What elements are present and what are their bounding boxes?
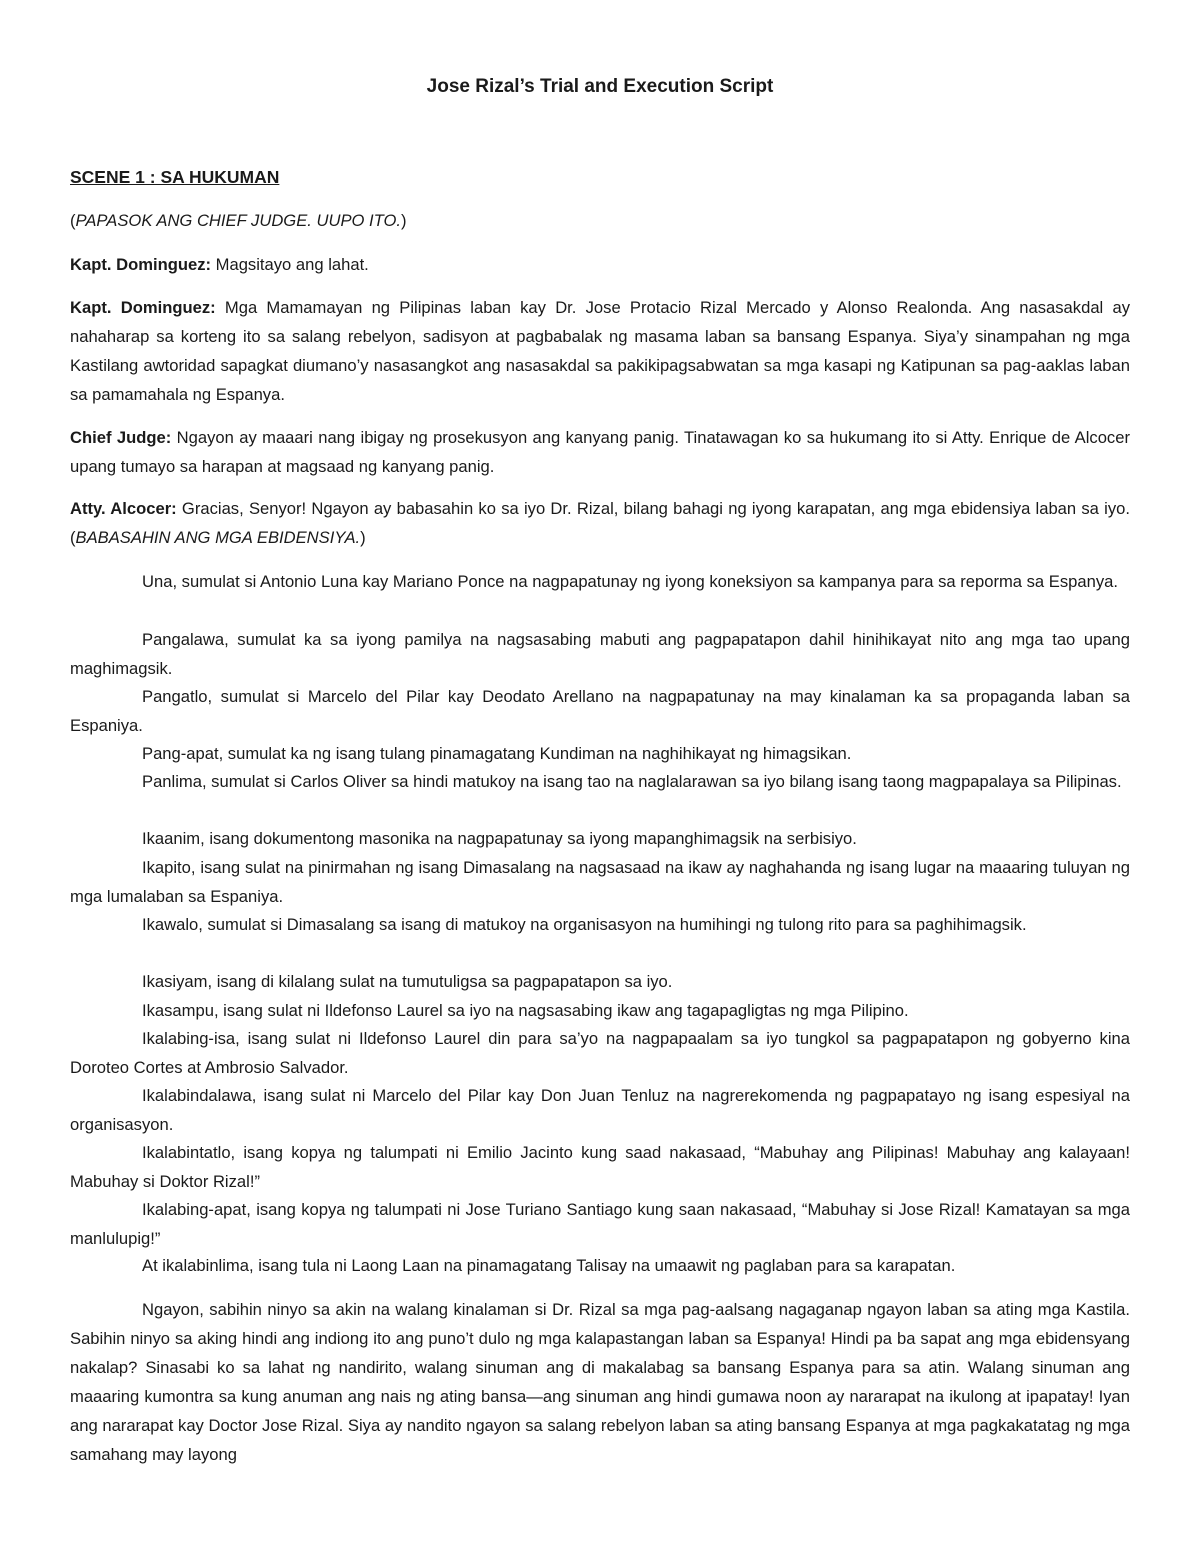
- dialogue-line: [70, 250, 1130, 279]
- dialogue-text: Mga Mamamayan ng Pilipinas laban kay Dr. Jose Protacio Rizal Mercado y Alonso Realonda. Ang nasasakdal ay nahaharap sa korteng ito sa salang rebelyon, sadisyon at pagbabalak ng masama laban sa bansang Espanya. Siya’y sinampahan ng mga Kastilang awtoridad sapagkat diumano’y nasasangkot ang nasasakdal sa pakikipagsabwatan sa mga kasapi ng Katipunan sa pag-aaklas laban sa pamamahala ng Espanya.: [70, 298, 1130, 404]
- dialogue-line: [70, 423, 1130, 481]
- evidence-item: Pangalawa, sumulat ka sa iyong pamilya na nagsasabing mabuti ang pagpapatapon dahil hinihikayat nito ang mga tao upang maghimagsik.: [70, 630, 1130, 678]
- evidence-item: Ikapito, isang sulat na pinirmahan ng isang Dimasalang na nagsasaad na ikaw ay naghahanda ng isang lugar na maaaring tuluyan ng mga lumalaban sa Espaniya.: [70, 858, 1130, 906]
- closing-paragraph: Ngayon, sabihin ninyo sa akin na walang kinalaman si Dr. Rizal sa mga pag-aalsang nagaganap ngayon laban sa ating mga Kastila. Sabihin ninyo sa aking hindi ang indiong ito ang puno’t dulo ng mga kalapastangan laban sa Espanya! Hindi pa ba sapat ang mga ebidensyang nakalap? Sinasabi ko sa lahat ng nandirito, walang sinuman ang di makalabag sa bansang Espanya para sa atin. Walang sinuman ang maaaring kumontra sa kung anuman ang nais ng ating bansa—ang sinuman ang hindi gumawa noon ay nararapat na ikulong at ipapatay! Iyan ang nararapat kay Doctor Jose Rizal. Siya ay nandito ngayon sa salang rebelyon laban sa ating bansang Espanya at mga pagkakatatag ng mga samahang may layong: [70, 1300, 1130, 1464]
- dialogue-line: [70, 494, 1130, 552]
- speaker-name: Chief Judge:: [70, 428, 172, 447]
- evidence-item: Pang-apat, sumulat ka ng isang tulang pinamagatang Kundiman na naghihikayat ng himagsikan.: [142, 744, 852, 763]
- evidence-item: Ikalabing-isa, isang sulat ni Ildefonso Laurel din para sa’yo na nagpapaalam sa iyo tungkol sa pagpapatapon ng gobyerno kina Doroteo Cortes at Ambrosio Salvador.: [70, 1029, 1130, 1077]
- stage-direction-text: PAPASOK ANG CHIEF JUDGE. UUPO ITO.: [75, 211, 402, 230]
- speaker-name: Kapt. Dominguez:: [70, 298, 216, 317]
- document-title: Jose Rizal’s Trial and Execution Script: [426, 76, 774, 97]
- paren-close: ): [360, 528, 366, 547]
- stage-direction: [70, 206, 1130, 235]
- evidence-item: Ikalabintatlo, isang kopya ng talumpati ni Emilio Jacinto kung saad nakasaad, “Mabuhay ang Pilipinas! Mabuhay ang kalayaan! Mabuhay si Doktor Rizal!”: [70, 1143, 1130, 1191]
- evidence-item: Pangatlo, sumulat si Marcelo del Pilar kay Deodato Arellano na nagpapatunay na may kinalaman ka sa propaganda laban sa Espaniya.: [70, 687, 1130, 735]
- evidence-item: Ikaanim, isang dokumentong masonika na nagpapatunay sa iyong mapanghimagsik na serbisiyo.: [142, 829, 857, 848]
- evidence-item: Ikasiyam, isang di kilalang sulat na tumutuligsa sa pagpapatapon sa iyo.: [142, 972, 673, 991]
- paren-open: (: [70, 211, 76, 230]
- stage-direction-text: BABASAHIN ANG MGA EBIDENSIYA.: [75, 528, 361, 547]
- dialogue-line: [70, 293, 1130, 409]
- speaker-name: Atty. Alcocer:: [70, 499, 177, 518]
- evidence-item: At ikalabinlima, isang tula ni Laong Laan na pinamagatang Talisay na umaawit ng paglaban para sa karapatan.: [142, 1256, 956, 1275]
- evidence-item: Una, sumulat si Antonio Luna kay Mariano Ponce na nagpapatunay ng iyong koneksiyon sa kampanya para sa reporma sa Espanya.: [142, 572, 1118, 591]
- dialogue-text: Magsitayo ang lahat.: [211, 255, 369, 274]
- evidence-item: Ikalabindalawa, isang sulat ni Marcelo del Pilar kay Don Juan Tenluz na nagrerekomenda ng pagpapatayo ng isang espesiyal na organisasyon.: [70, 1086, 1130, 1134]
- speaker-name: Kapt. Dominguez:: [70, 255, 212, 274]
- evidence-item: Panlima, sumulat si Carlos Oliver sa hindi matukoy na isang tao na naglalarawan sa iyo bilang isang taong magpapalaya sa Pilipinas.: [142, 772, 1122, 791]
- scene-heading: SCENE 1 : SA HUKUMAN: [70, 167, 280, 187]
- dialogue-text: Ngayon ay maaari nang ibigay ng prosekusyon ang kanyang panig. Tinatawagan ko sa hukumang ito si Atty. Enrique de Alcocer upang tumayo sa harapan at magsaad ng kanyang panig.: [70, 428, 1130, 476]
- evidence-item: Ikalabing-apat, isang kopya ng talumpati ni Jose Turiano Santiago kung saan nakasaad, “Mabuhay si Jose Rizal! Kamatayan sa mga manlulupig!”: [70, 1200, 1130, 1248]
- evidence-item: Ikawalo, sumulat si Dimasalang sa isang di matukoy na organisasyon na humihingi ng tulong rito para sa paghihimagsik.: [142, 915, 1027, 934]
- evidence-item: Ikasampu, isang sulat ni Ildefonso Laurel sa iyo na nagsasabing ikaw ang tagapagligtas ng mga Pilipino.: [142, 1001, 909, 1020]
- dialogue-text: Gracias, Senyor! Ngayon ay babasahin ko sa iyo Dr. Rizal, bilang bahagi ng iyong karapatan, ang mga ebidensiya laban sa iyo. (: [70, 499, 1130, 547]
- paren-close: ): [401, 211, 407, 230]
